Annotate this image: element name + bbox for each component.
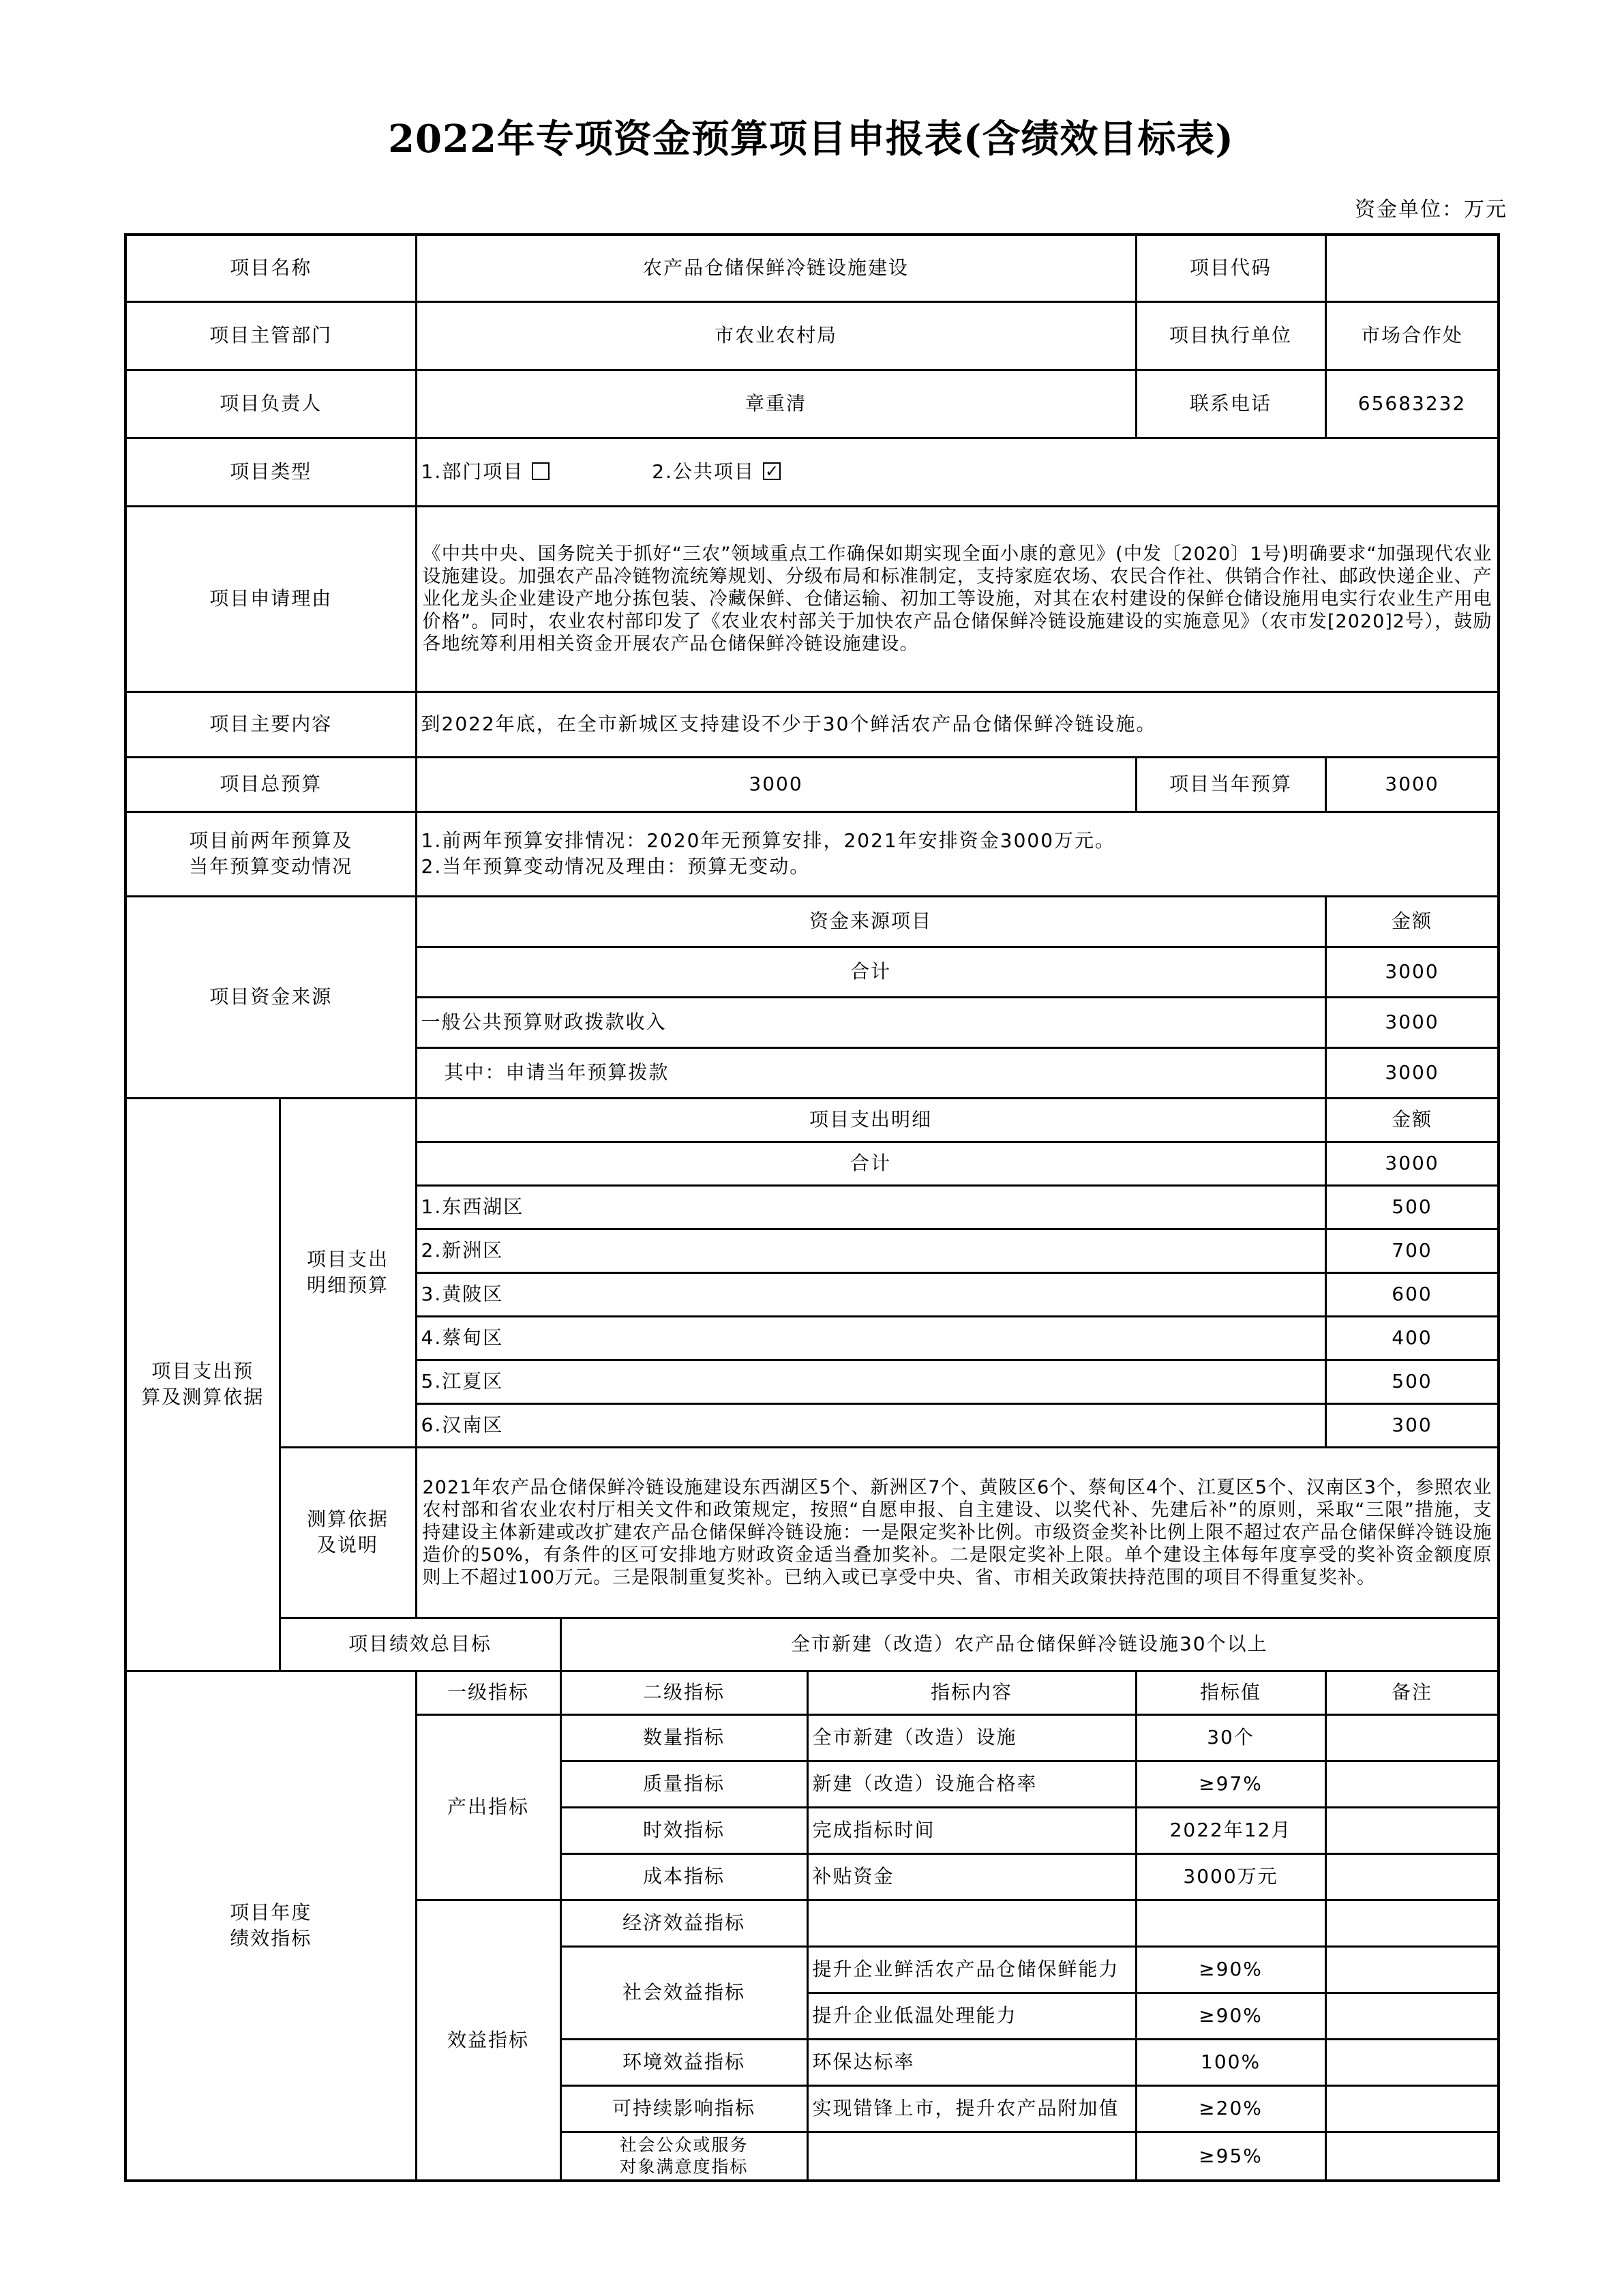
checkbox-public[interactable] — [763, 462, 781, 480]
expense-item: 3.黄陂区 — [416, 1272, 1325, 1316]
expense-amount: 300 — [1325, 1403, 1499, 1447]
header-remark: 备注 — [1325, 1671, 1499, 1714]
indicator-value: 30个 — [1136, 1714, 1325, 1761]
expense-total-item: 合计 — [416, 1142, 1325, 1185]
indicator-content: 补贴资金 — [807, 1853, 1136, 1900]
expense-total-amount: 3000 — [1325, 1142, 1499, 1185]
prev-budget-line1: 1.前两年预算安排情况：2020年无预算安排，2021年安排资金3000万元。 — [421, 829, 1116, 852]
level2-indicator: 环境效益指标 — [560, 2039, 807, 2085]
row-budget — [125, 757, 1499, 811]
year-budget-label: 项目当年预算 — [1136, 757, 1325, 811]
indicator-content: 完成指标时间 — [807, 1807, 1136, 1853]
row-department — [125, 301, 1499, 370]
header-content: 指标内容 — [807, 1671, 1136, 1714]
level2-indicator — [560, 2132, 807, 2181]
row-content — [125, 691, 1499, 757]
indicator-remark — [1325, 2085, 1499, 2132]
expense-item: 5.江夏区 — [416, 1360, 1325, 1403]
expense-item: 6.汉南区 — [416, 1403, 1325, 1447]
expense-detail-label-line2: 明细预算 — [307, 1274, 389, 1296]
goal-text: 全市新建（改造）农产品仓储保鲜冷链设施30个以上 — [560, 1617, 1499, 1671]
row-project-name — [125, 235, 1499, 301]
row-type — [125, 438, 1499, 506]
level2-indicator: 质量指标 — [560, 1761, 807, 1807]
project-name-label: 项目名称 — [125, 235, 416, 301]
indicator-value: ≥90% — [1136, 1993, 1325, 2039]
level2-indicator: 社会效益指标 — [560, 1946, 807, 2039]
phone-label: 联系电话 — [1136, 370, 1325, 438]
row-prev-budget — [125, 811, 1499, 896]
checkbox-department[interactable] — [532, 462, 550, 480]
phone-value: 65683232 — [1325, 370, 1499, 438]
funding-item: 其中：申请当年预算拨款 — [416, 1047, 1325, 1098]
expense-amount: 500 — [1325, 1185, 1499, 1229]
funding-item: 一般公共预算财政拨款收入 — [416, 997, 1325, 1047]
satisfaction-label-line2: 对象满意度指标 — [619, 2156, 749, 2177]
header-level1: 一级指标 — [416, 1671, 560, 1714]
indicator-content: 全市新建（改造）设施 — [807, 1714, 1136, 1761]
level2-indicator: 数量指标 — [560, 1714, 807, 1761]
basis-label-line1: 测算依据 — [307, 1508, 389, 1530]
content-text: 到2022年底，在全市新城区支持建设不少于30个鲜活农产品仓储保鲜冷链设施。 — [416, 691, 1499, 757]
indicator-remark — [1325, 1993, 1499, 2039]
expense-col-item: 项目支出明细 — [416, 1098, 1325, 1142]
department-label: 项目主管部门 — [125, 301, 416, 370]
expense-item: 2.新洲区 — [416, 1229, 1325, 1272]
project-name-value: 农产品仓储保鲜冷链设施建设 — [416, 235, 1136, 301]
prev-budget-label — [125, 811, 416, 896]
indicator-header-row — [125, 1671, 1499, 1714]
basis-label — [280, 1447, 416, 1617]
expense-amount: 700 — [1325, 1229, 1499, 1272]
indicator-value: 3000万元 — [1136, 1853, 1325, 1900]
indicator-remark — [1325, 1900, 1499, 1946]
expense-detail-label — [280, 1098, 416, 1447]
exec-unit-label: 项目执行单位 — [1136, 301, 1325, 370]
total-budget-label: 项目总预算 — [125, 757, 416, 811]
indicator-content: 提升企业低温处理能力 — [807, 1993, 1136, 2039]
prev-budget-label-line1: 项目前两年预算及 — [189, 829, 353, 852]
level2-indicator: 经济效益指标 — [560, 1900, 807, 1946]
expense-label-line2: 算及测算依据 — [141, 1386, 265, 1408]
header-level2: 二级指标 — [560, 1671, 807, 1714]
expense-detail-label-line1: 项目支出 — [307, 1248, 389, 1270]
leader-value: 章重清 — [416, 370, 1136, 438]
funding-amount: 3000 — [1325, 997, 1499, 1047]
indicator-value — [1136, 1900, 1325, 1946]
indicator-label — [125, 1671, 416, 2181]
funding-col-amount: 金额 — [1325, 896, 1499, 946]
indicator-remark — [1325, 1853, 1499, 1900]
prev-budget-label-line2: 当年预算变动情况 — [189, 855, 353, 878]
indicator-remark — [1325, 1946, 1499, 1993]
indicator-content: 环保达标率 — [807, 2039, 1136, 2085]
output-indicator-label: 产出指标 — [416, 1714, 560, 1900]
expense-item: 1.东西湖区 — [416, 1185, 1325, 1229]
row-reason — [125, 506, 1499, 691]
indicator-remark — [1325, 1761, 1499, 1807]
level2-indicator: 成本指标 — [560, 1853, 807, 1900]
goal-label: 项目绩效总目标 — [280, 1617, 560, 1671]
expense-header-row — [125, 1098, 1499, 1142]
prev-budget-line2: 2.当年预算变动情况及理由：预算无变动。 — [421, 855, 811, 878]
project-code-label: 项目代码 — [1136, 235, 1325, 301]
reason-text: 《中共中央、国务院关于抓好“三农”领域重点工作确保如期实现全面小康的意见》(中发〔2020〕1号)明确要求“加强现代农业设施建设。加强农产品冷链物流统筹规划、分级布局和标准制定，支持家庭农场、农民合作社、供销合作社、邮政快递企业、产业化龙头企业建设产地分拣包装、冷藏保鲜、仓储运输、初加工等设施，对其在农村建设的保鲜仓储设施用电实行农业生产用电价格”。同时，农业农村部印发了《农业农村部关于加快农产品仓储保鲜冷链设施建设的实施意见》（农市发[2020]2号），鼓励各地统筹利用相关资金开展农产品仓储保鲜冷链设施建设。 — [416, 506, 1499, 691]
basis-text: 2021年农产品仓储保鲜冷链设施建设东西湖区5个、新洲区7个、黄陂区6个、蔡甸区4个、江夏区5个、汉南区3个，参照农业农村部和省农业农村厅相关文件和政策规定，按照“自愿申报、自主建设、以奖代补、先建后补”的原则，采取“三限”措施，支持建设主体新建或改扩建农产品仓储保鲜冷链设施：一是限定奖补比例。市级资金奖补比例上限不超过农产品仓储保鲜冷链设施造价的50%，有条件的区可安排地方财政资金适当叠加奖补。二是限定奖补上限。单个建设主体每年度享受的奖补资金额度原则上不超过100万元。三是限制重复奖补。已纳入或已享受中央、省、市相关政策扶持范围的项目不得重复奖补。 — [416, 1447, 1499, 1617]
indicator-content — [807, 1900, 1136, 1946]
prev-budget-text — [416, 811, 1499, 896]
indicator-content — [807, 2132, 1136, 2181]
expense-amount: 600 — [1325, 1272, 1499, 1316]
funding-label: 项目资金来源 — [125, 896, 416, 1098]
indicator-value: ≥97% — [1136, 1761, 1325, 1807]
indicator-content: 实现错锋上市，提升农产品附加值 — [807, 2085, 1136, 2132]
basis-row — [125, 1447, 1499, 1617]
header-value: 指标值 — [1136, 1671, 1325, 1714]
content-label: 项目主要内容 — [125, 691, 416, 757]
funding-col-item: 资金来源项目 — [416, 896, 1325, 946]
indicator-content: 新建（改造）设施合格率 — [807, 1761, 1136, 1807]
type-label: 项目类型 — [125, 438, 416, 506]
type-option-public: 2.公共项目 — [652, 460, 755, 483]
expense-item: 4.蔡甸区 — [416, 1316, 1325, 1360]
exec-unit-value: 市场合作处 — [1325, 301, 1499, 370]
year-budget-value: 3000 — [1325, 757, 1499, 811]
indicator-label-line1: 项目年度 — [230, 1900, 312, 1924]
indicator-remark — [1325, 2039, 1499, 2085]
indicator-content: 提升企业鲜活农产品仓储保鲜能力 — [807, 1946, 1136, 1993]
leader-label: 项目负责人 — [125, 370, 416, 438]
benefit-indicator-label: 效益指标 — [416, 1900, 560, 2181]
funding-amount: 3000 — [1325, 946, 1499, 997]
indicator-remark — [1325, 1807, 1499, 1853]
total-budget-value: 3000 — [416, 757, 1136, 811]
indicator-remark — [1325, 1714, 1499, 1761]
expense-label-line1: 项目支出预 — [151, 1360, 254, 1382]
level2-indicator: 时效指标 — [560, 1807, 807, 1853]
indicator-value: ≥95% — [1136, 2132, 1325, 2181]
row-leader — [125, 370, 1499, 438]
expense-col-amount: 金额 — [1325, 1098, 1499, 1142]
expense-label — [125, 1098, 280, 1671]
indicator-label-line2: 绩效指标 — [230, 1926, 312, 1950]
type-options — [416, 438, 1499, 506]
indicator-value: 100% — [1136, 2039, 1325, 2085]
indicator-remark — [1325, 2132, 1499, 2181]
budget-table — [124, 233, 1500, 2182]
funding-item: 合计 — [416, 946, 1325, 997]
satisfaction-label-line1: 社会公众或服务 — [619, 2134, 749, 2155]
reason-label: 项目申请理由 — [125, 506, 416, 691]
expense-amount: 500 — [1325, 1360, 1499, 1403]
goal-row — [125, 1617, 1499, 1671]
indicator-value: ≥20% — [1136, 2085, 1325, 2132]
basis-label-line2: 及说明 — [317, 1534, 379, 1556]
level2-indicator: 可持续影响指标 — [560, 2085, 807, 2132]
department-value: 市农业农村局 — [416, 301, 1136, 370]
type-option-department: 1.部门项目 — [421, 460, 524, 483]
indicator-value: ≥90% — [1136, 1946, 1325, 1993]
page-title: 2022年专项资金预算项目申报表(含绩效目标表) — [388, 117, 1234, 162]
project-code-value — [1325, 235, 1499, 301]
funding-amount: 3000 — [1325, 1047, 1499, 1098]
indicator-value: 2022年12月 — [1136, 1807, 1325, 1853]
expense-amount: 400 — [1325, 1316, 1499, 1360]
unit-label: 资金单位：万元 — [1355, 198, 1507, 222]
funding-header-row — [125, 896, 1499, 946]
